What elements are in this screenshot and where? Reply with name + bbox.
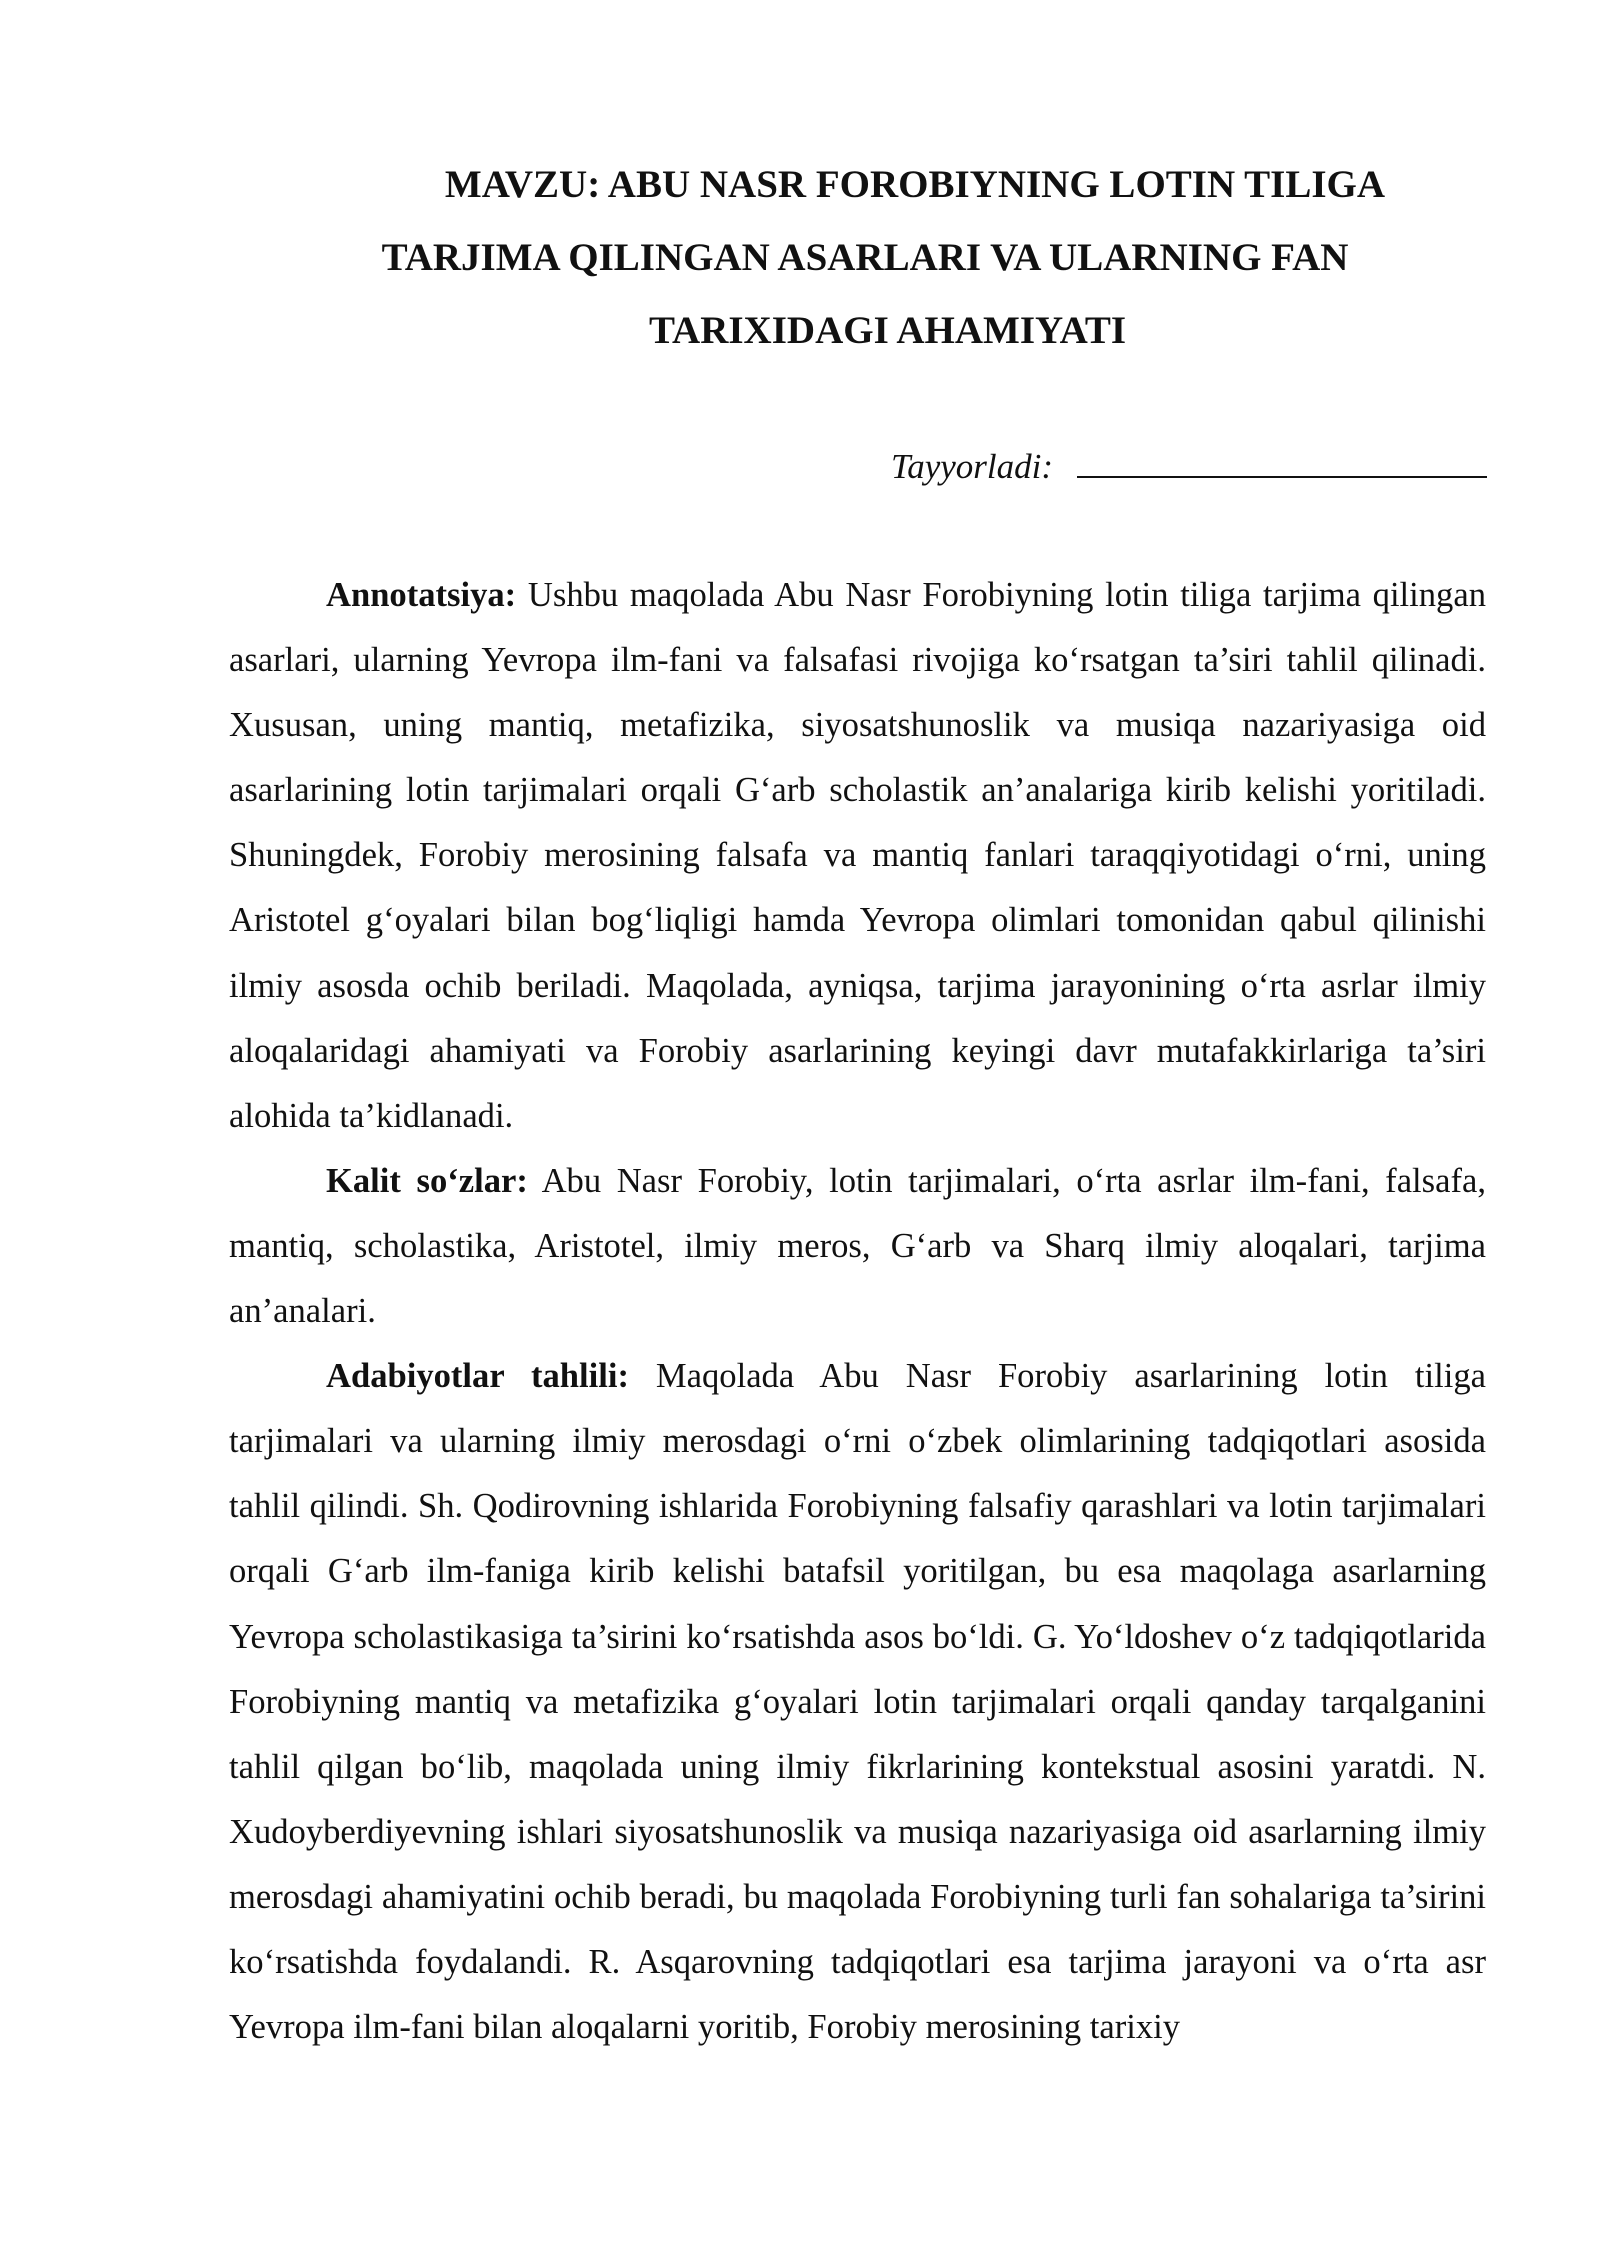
keywords-text: Abu Nasr Forobiy, lotin tarjimalari, o‘rta asrlar ilm-fani, falsafa, mantiq, scholastika, Aristotel, ilmiy meros, G‘arb va Sharq ilmiy aloqalari, tarjima an’analari.: [229, 1161, 1486, 1331]
literature-review-paragraph: [229, 1344, 1486, 2060]
annotation-label: Annotatsiya:: [326, 576, 517, 614]
document-title: [300, 148, 1430, 367]
prepared-by: [891, 440, 1487, 489]
prepared-by-blank-line: [1077, 440, 1487, 478]
keywords-paragraph: [229, 1149, 1486, 1344]
annotation-text: Ushbu maqolada Abu Nasr Forobiyning lotin tiliga tarjima qilingan asarlari, ularning Yevropa ilm-fani va falsafasi rivojiga ko‘rsatgan ta’siri tahlil qilinadi. Xususan, uning mantiq, metafizika, siyosatshunoslik va musiqa nazariyasiga oid asarlarining lotin tarjimalari orqali G‘arb scholastik an’analariga kirib kelishi yoritiladi. Shuningdek, Forobiy merosining falsafa va mantiq fanlari taraqqiyotidagi o‘rni, uning Aristotel g‘oyalari bilan bog‘liqligi hamda Yevropa olimlari tomonidan qabul qilinishi ilmiy asosda ochib beriladi. Maqolada, ayniqsa, tarjima jarayonining o‘rta asrlar ilmiy aloqalaridagi ahamiyati va Forobiy asarlarining keyingi davr mutafakkirlariga ta’siri alohida ta’kidlanadi.: [229, 576, 1486, 1135]
annotation-paragraph: [229, 563, 1486, 1149]
title-line-3: TARIXIDAGI AHAMIYATI: [648, 309, 1127, 352]
title-line-2: TARJIMA QILINGAN ASARLARI VA ULARNING FAN: [381, 236, 1349, 279]
keywords-label: Kalit so‘zlar:: [326, 1161, 528, 1200]
prepared-by-label: Tayyorladi:: [890, 447, 1053, 486]
title-line-1: MAVZU: ABU NASR FOROBIYNING LOTIN TILIGA: [444, 163, 1386, 206]
article-body: [229, 563, 1486, 2060]
literature-review-label: Adabiyotlar tahlili:: [326, 1357, 629, 1396]
literature-review-text: Maqolada Abu Nasr Forobiy asarlarining lotin tiliga tarjimalari va ularning ilmiy merosdagi o‘rni o‘zbek olimlarining tadqiqotlari asosida tahlil qilindi. Sh. Qodirovning ishlarida Forobiyning falsafiy qarashlari va lotin tarjimalari orqali G‘arb ilm-faniga kirib kelishi batafsil yoritilgan, bu esa maqolaga asarlarning Yevropa scholastikasiga ta’sirini ko‘rsatishda asos bo‘ldi. G. Yo‘ldoshev o‘z tadqiqotlarida Forobiyning mantiq va metafizika g‘oyalari lotin tarjimalari orqali qanday tarqalganini tahlil qilgan bo‘lib, maqolada uning ilmiy fikrlarining kontekstual asosini yaratdi. N. Xudoyberdiyevning ishlari siyosatshunoslik va musiqa nazariyasiga oid asarlarning ilmiy merosdagi ahamiyatini ochib beradi, bu maqolada Forobiyning turli fan sohalariga ta’sirini ko‘rsatishda foydalandi. R. Asqarovning tadqiqotlari esa tarjima jarayoni va o‘rta asr Yevropa ilm-fani bilan aloqalarni yoritib, Forobiy merosining tarixiy: [229, 1357, 1486, 2047]
